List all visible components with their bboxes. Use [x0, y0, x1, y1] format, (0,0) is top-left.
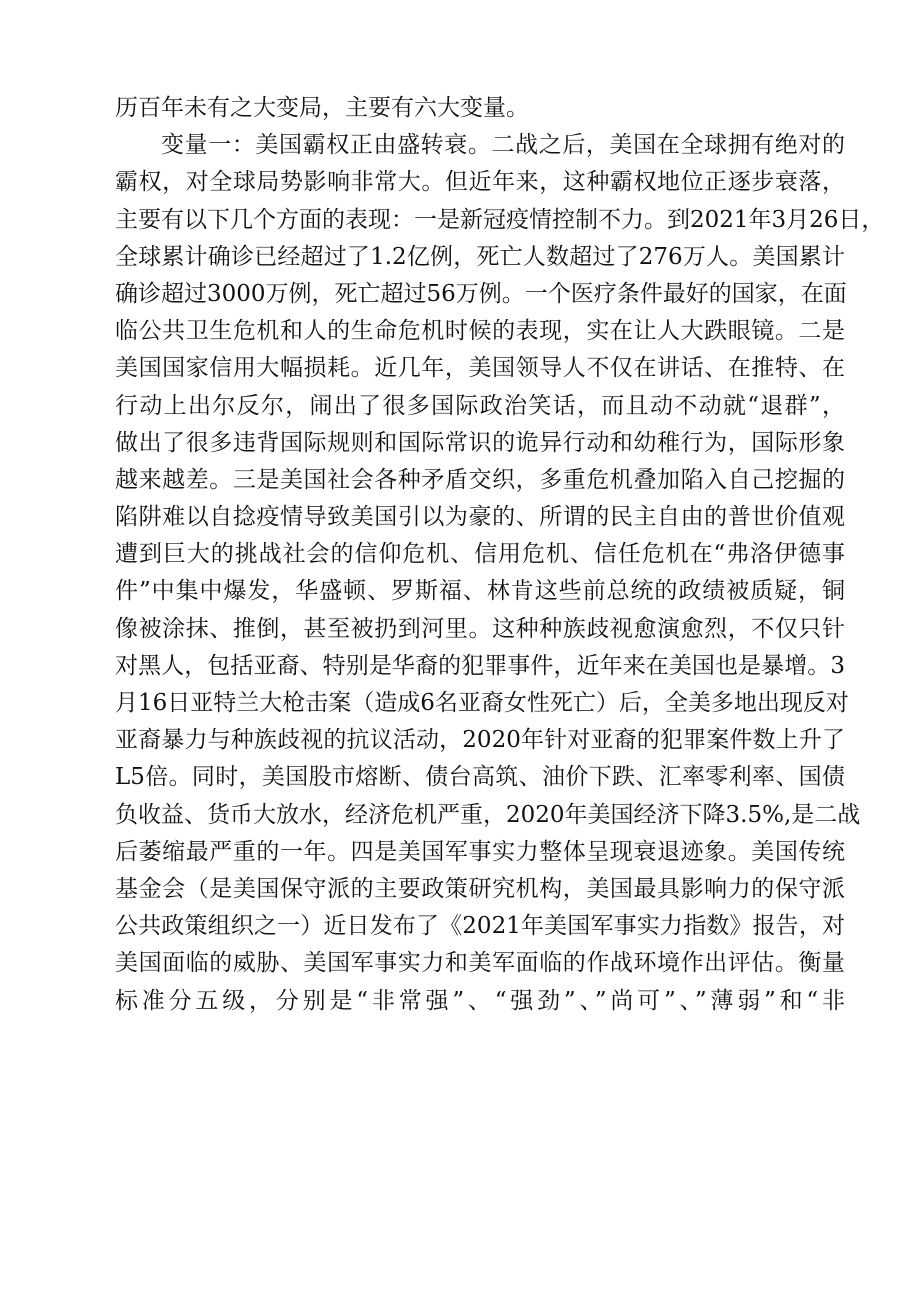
text-line: 公共政策组织之一）近日发布了《2021年美国军事实力指数》报告，对	[115, 913, 845, 940]
text-line: 美国面临的威胁、美国军事实力和美军面临的作战环境作出评估。衡量	[115, 950, 845, 977]
text-line: L5倍。同时，美国股市熔断、债台高筑、油价下跌、汇率零利率、国债	[115, 764, 845, 791]
text-line: 遭到巨大的挑战社会的信仰危机、信用危机、信任危机在“弗洛伊德事	[115, 541, 845, 568]
text-line: 历百年未有之大变局，主要有六大变量。	[115, 95, 529, 121]
text-line: 越来越差。三是美国社会各种矛盾交织，多重危机叠加陷入自己挖掘的	[115, 466, 845, 493]
text-line: 临公共卫生危机和人的生命危机时候的表现，实在让人大跌眼镜。二是	[115, 318, 845, 345]
text-line: 基金会（是美国保守派的主要政策研究机构，美国最具影响力的保守派	[115, 875, 845, 902]
document-body-text	[115, 90, 885, 1020]
text-line: 主要有以下几个方面的表现：一是新冠疫情控制不力。到2021年3月26日，	[115, 206, 885, 233]
text-line: 后萎缩最严重的一年。四是美国军事实力整体呈现衰退迹象。美国传统	[115, 838, 845, 865]
text-line: 霸权，对全球局势影响非常大。但近年来，这种霸权地位正逐步衰落，	[115, 169, 845, 196]
text-line: 件”中集中爆发，华盛顿、罗斯福、林肯这些前总统的政绩被质疑，铜	[115, 578, 845, 605]
text-line: 负收益、货币大放水，经济危机严重，2020年美国经济下降3.5%,是二战	[115, 801, 861, 828]
text-line: 行动上出尔反尔，闹出了很多国际政治笑话，而且动不动就“退群”，	[115, 392, 845, 419]
text-line: 陷阱难以自捻疫情导致美国引以为豪的、所谓的民主自由的普世价值观	[115, 504, 845, 531]
text-line: 亚裔暴力与种族歧视的抗议活动，2020年针对亚裔的犯罪案件数上升了	[115, 727, 845, 754]
text-line: 像被涂抹、推倒，甚至被扔到河里。这种种族歧视愈演愈烈，不仅只针	[115, 615, 845, 642]
paragraph-first-line: 变量一：美国霸权正由盛转衰。二战之后，美国在全球拥有绝对的	[161, 132, 845, 159]
text-line: 标准分五级，分别是“非常强”、“强劲”、”尚可”、”薄弱”和“非	[115, 987, 845, 1014]
text-line: 对黑人，包括亚裔、特别是华裔的犯罪事件，近年来在美国也是暴增。3	[115, 652, 845, 679]
text-line: 月16日亚特兰大枪击案（造成6名亚裔女性死亡）后，全美多地出现反对	[115, 690, 849, 716]
text-line: 确诊超过3000万例，死亡超过56万例。一个医疗条件最好的国家，在面	[115, 280, 847, 307]
text-line: 做出了很多违背国际规则和国际常识的诡异行动和幼稚行为，国际形象	[115, 429, 845, 456]
text-line: 美国国家信用大幅损耗。近几年，美国领导人不仅在讲话、在推特、在	[115, 355, 845, 382]
text-line: 全球累计确诊已经超过了1.2亿例，死亡人数超过了276万人。美国累计	[115, 243, 845, 270]
